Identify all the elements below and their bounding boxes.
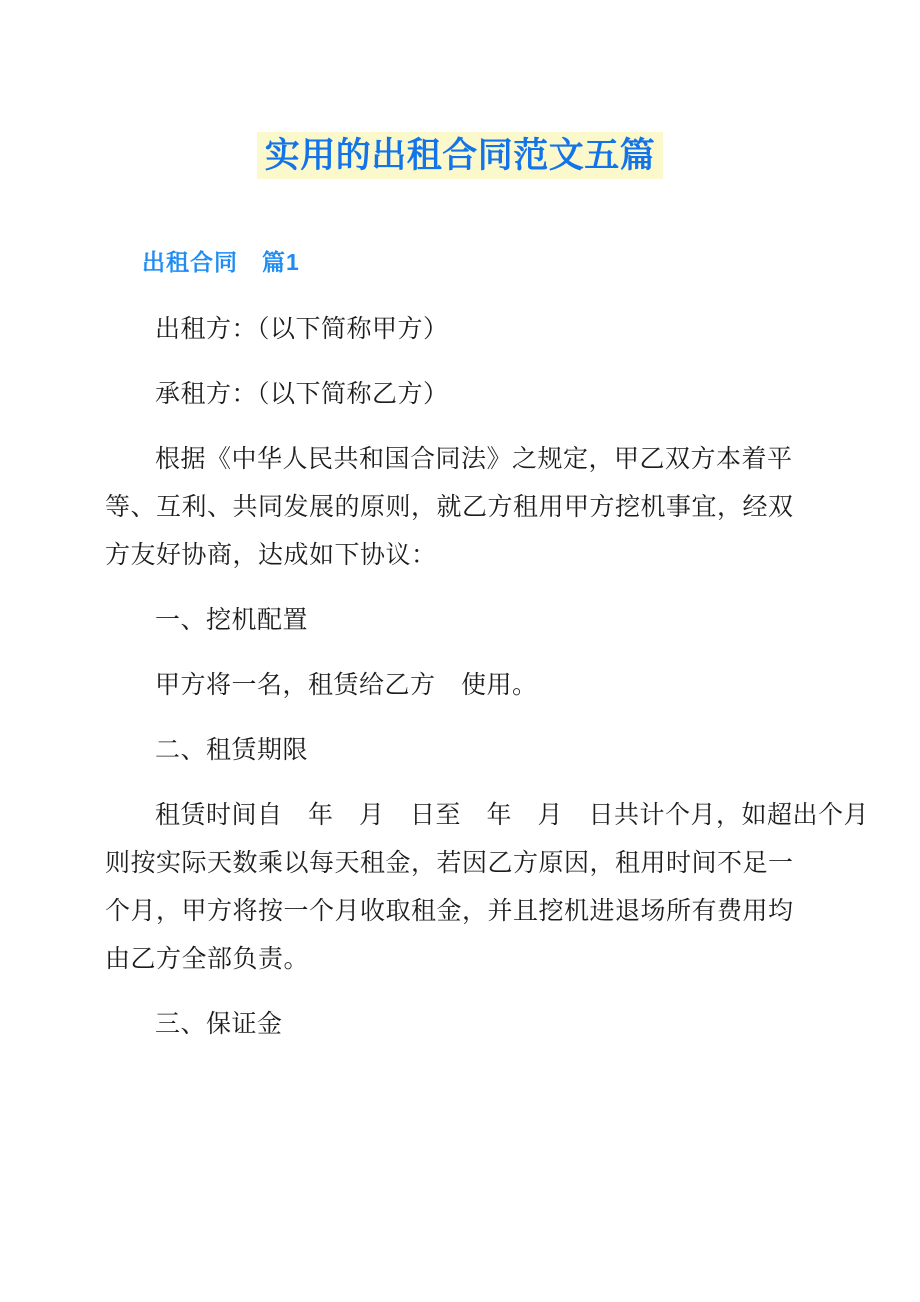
document-content: [0, 247, 920, 1049]
paragraph-clause1-body: [105, 662, 830, 710]
body-line: 个月，甲方将按一个月收取租金，并且挖机进退场所有费用均: [105, 898, 794, 925]
paragraph-lessee: [105, 371, 830, 419]
body-line: 二、租赁期限: [155, 737, 309, 764]
paragraph-clause2-title: [105, 727, 830, 775]
document-title: 实用的出租合同范文五篇: [257, 132, 664, 179]
paragraph-clause1-title: [105, 597, 830, 645]
body-line: 甲方将一名，租赁给乙方 使用。: [155, 672, 538, 699]
section-heading: 出租合同 篇1: [142, 249, 300, 275]
body-line: 等、互利、共同发展的原则，就乙方租用甲方挖机事宜，经双: [105, 494, 794, 521]
paragraph-clause2-body: [105, 792, 870, 984]
body-line: 三、保证金: [155, 1011, 283, 1038]
paragraph-clause3-title: [105, 1001, 830, 1049]
body-line: 由乙方全部负责。: [105, 946, 310, 973]
body-line: 方友好协商，达成如下协议：: [105, 542, 437, 569]
paragraph-lessor: [105, 306, 830, 354]
body-line: 则按实际天数乘以每天租金，若因乙方原因，租用时间不足一: [105, 850, 794, 877]
body-line: 承租方：（以下简称乙方）: [155, 381, 449, 408]
body-line: 租赁时间自 年 月 日至 年 月 日共计个月，如超出个月: [155, 802, 870, 829]
title-row: [0, 0, 920, 179]
body-line: 出租方：（以下简称甲方）: [155, 316, 449, 343]
paragraph-preamble: [105, 436, 830, 580]
body-line: 一、挖机配置: [155, 607, 309, 634]
body-line: 根据《中华人民共和国合同法》之规定，甲乙双方本着平: [155, 446, 793, 473]
